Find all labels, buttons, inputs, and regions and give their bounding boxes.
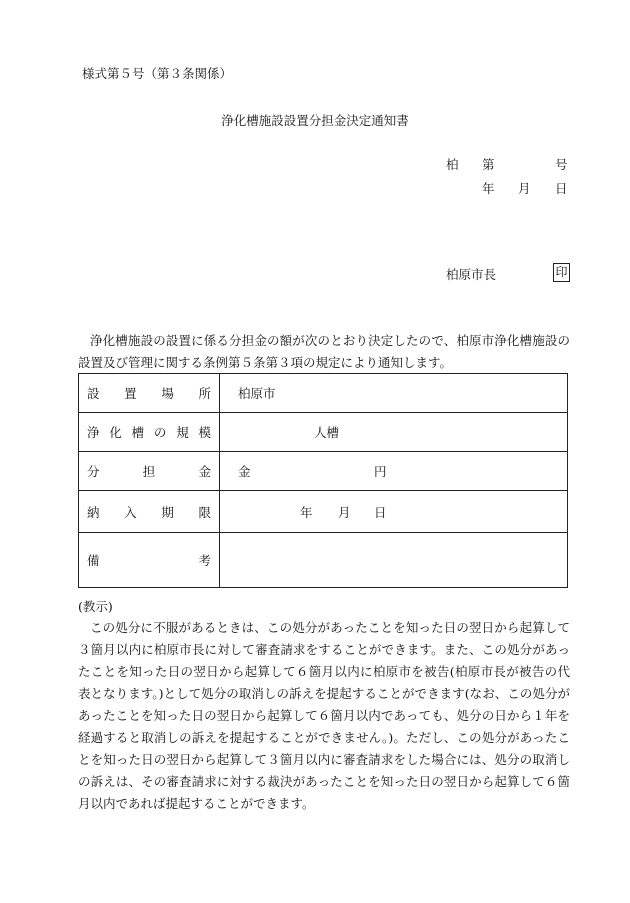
table-row-charge (79, 452, 568, 491)
deadline-month: 月 (338, 504, 351, 520)
charge-label: 分担金 (87, 464, 211, 479)
reference-dai: 第 (482, 157, 495, 172)
location-label: 設置場所 (87, 386, 211, 401)
form-number: 様式第５号（第３条関係） (82, 66, 233, 81)
date-year: 年 (482, 181, 495, 196)
remarks-value (220, 533, 568, 588)
seal-mark: 印 (553, 263, 570, 282)
deadline-day: 日 (374, 504, 387, 520)
deadline-year: 年 (300, 504, 313, 520)
reference-go: 号 (555, 157, 568, 172)
notice-text: この処分に不服があるときは、この処分があったことを知った日の翌日から起算して３箇月以内に柏原市長に対して審査請求をすることができます。また、この処分があったことを知った日の翌日から起算して６箇月以内に柏原市を被告(柏原市長が被告の代表となります。)として処分の取消しの訴えを提起することができます(なお、この処分があったことを知った日の翌日から起算して６箇月以内であっても、処分の日から１年を経過すると取消しの訴えを提起することができません。)。ただし、この処分があったことを知った日の翌日から起算して３箇月以内に審査請求をした場合には、処分の取消しの訴えは、その審査請求に対する裁決があったことを知った日の翌日から起算して６箇月以内であれば提起することができます。 (78, 620, 570, 811)
charge-prefix: 金 (238, 464, 251, 479)
notification-body: 浄化槽施設の設置に係る分担金の額が次のとおり決定したので、柏原市浄化槽施設の設置及び管理に関する条例第５条第３項の規定により通知します。 (78, 333, 570, 370)
table-row-scale (79, 413, 568, 452)
remarks-label: 備考 (87, 553, 211, 568)
document-title: 浄化槽施設設置分担金決定通知書 (221, 113, 409, 128)
notice-heading: (教示) (78, 599, 113, 614)
table-row-deadline (79, 491, 568, 533)
issuer-name: 柏原市長 (446, 267, 497, 282)
charge-unit: 円 (374, 464, 387, 479)
date-day: 日 (555, 181, 568, 196)
scale-label: 浄化槽の規模 (87, 425, 211, 440)
table-row-location (79, 374, 568, 413)
scale-unit: 人槽 (314, 425, 340, 440)
table-row-remarks (79, 533, 568, 588)
info-table (78, 373, 568, 588)
date-month: 月 (518, 181, 531, 196)
deadline-label: 納入期限 (87, 504, 211, 520)
reference-prefix: 柏 (446, 157, 459, 172)
location-value: 柏原市 (238, 386, 276, 401)
